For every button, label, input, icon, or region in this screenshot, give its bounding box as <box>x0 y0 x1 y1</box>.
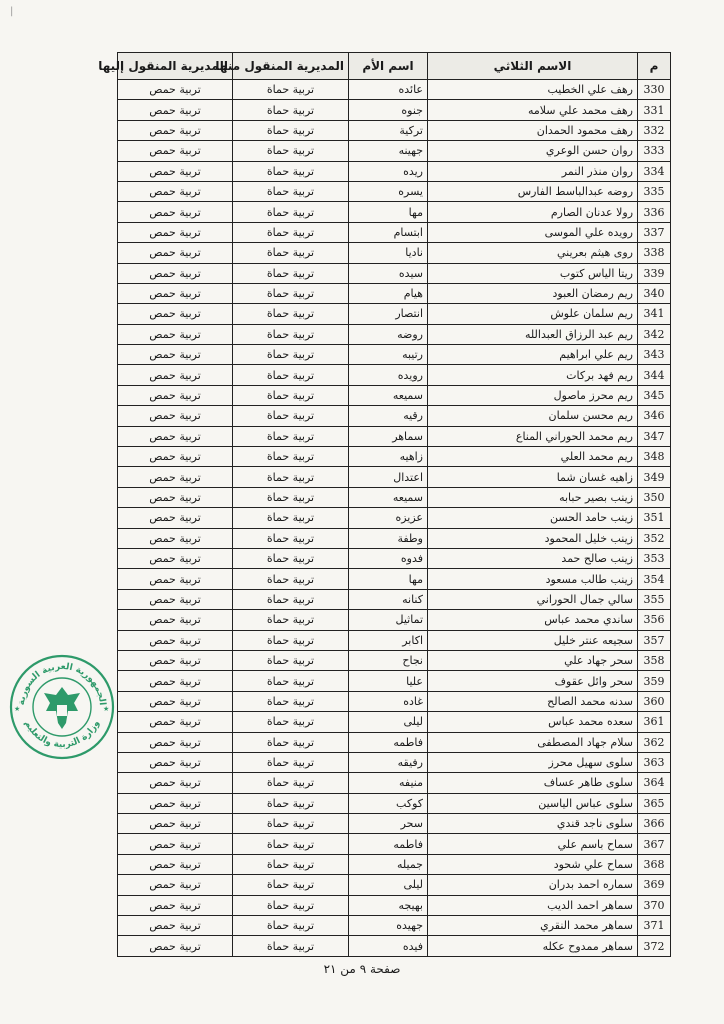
row-to-directorate: تربية حمص <box>118 650 233 670</box>
row-number: 370 <box>638 895 671 915</box>
row-number: 334 <box>638 161 671 181</box>
row-to-directorate: تربية حمص <box>118 487 233 507</box>
row-from-directorate: تربية حماة <box>233 650 349 670</box>
row-from-directorate: تربية حماة <box>233 814 349 834</box>
row-mother-name: اعتدال <box>349 467 428 487</box>
table-row <box>118 936 671 956</box>
row-number: 356 <box>638 610 671 630</box>
table-row <box>118 691 671 711</box>
table-row <box>118 406 671 426</box>
row-full-name: روضه عبدالباسط الفارس <box>428 181 638 201</box>
table-row <box>118 161 671 181</box>
transfer-table <box>98 52 671 957</box>
row-from-directorate: تربية حماة <box>233 80 349 100</box>
row-to-directorate: تربية حمص <box>118 80 233 100</box>
table-row <box>118 385 671 405</box>
row-to-directorate: تربية حمص <box>118 936 233 956</box>
row-mother-name: رقيه <box>349 406 428 426</box>
ministry-seal <box>8 653 116 761</box>
row-from-directorate: تربية حماة <box>233 283 349 303</box>
table-row <box>118 630 671 650</box>
row-from-directorate: تربية حماة <box>233 793 349 813</box>
table-row <box>118 283 671 303</box>
row-to-directorate: تربية حمص <box>118 814 233 834</box>
row-full-name: ريم فهد بركات <box>428 365 638 385</box>
row-full-name: سماهر ممدوح عكله <box>428 936 638 956</box>
row-mother-name: جهيده <box>349 916 428 936</box>
row-number: 338 <box>638 243 671 263</box>
row-number: 350 <box>638 487 671 507</box>
row-from-directorate: تربية حماة <box>233 834 349 854</box>
row-full-name: سلوى سهيل محرز <box>428 752 638 772</box>
row-number: 367 <box>638 834 671 854</box>
row-mother-name: سميعه <box>349 385 428 405</box>
row-full-name: رولا عدنان الصارم <box>428 202 638 222</box>
table-row <box>118 548 671 568</box>
table-row <box>118 263 671 283</box>
row-from-directorate: تربية حماة <box>233 263 349 283</box>
table-row <box>118 181 671 201</box>
row-full-name: سماره احمد بدران <box>428 875 638 895</box>
row-to-directorate: تربية حمص <box>118 712 233 732</box>
row-number: 372 <box>638 936 671 956</box>
transfer-table-container <box>98 52 670 957</box>
table-row <box>118 528 671 548</box>
row-mother-name: ليلى <box>349 875 428 895</box>
row-mother-name: جميله <box>349 854 428 874</box>
row-to-directorate: تربية حمص <box>118 752 233 772</box>
row-full-name: سماهر محمد النقري <box>428 916 638 936</box>
row-to-directorate: تربية حمص <box>118 304 233 324</box>
row-mother-name: تماثيل <box>349 610 428 630</box>
table-row <box>118 610 671 630</box>
row-number: 368 <box>638 854 671 874</box>
row-number: 330 <box>638 80 671 100</box>
table-row <box>118 324 671 344</box>
row-to-directorate: تربية حمص <box>118 406 233 426</box>
row-to-directorate: تربية حمص <box>118 508 233 528</box>
row-to-directorate: تربية حمص <box>118 793 233 813</box>
row-mother-name: ناديا <box>349 243 428 263</box>
row-number: 365 <box>638 793 671 813</box>
row-from-directorate: تربية حماة <box>233 161 349 181</box>
seal-bottom-text: وزارة التربية والتعليم <box>22 719 102 751</box>
row-mother-name: مها <box>349 202 428 222</box>
row-full-name: ريم محمد الحوراني المناع <box>428 426 638 446</box>
row-mother-name: عزيزه <box>349 508 428 528</box>
row-from-directorate: تربية حماة <box>233 426 349 446</box>
row-from-directorate: تربية حماة <box>233 324 349 344</box>
row-from-directorate: تربية حماة <box>233 406 349 426</box>
row-full-name: رهف محمد علي سلامه <box>428 100 638 120</box>
row-number: 362 <box>638 732 671 752</box>
row-mother-name: عليا <box>349 671 428 691</box>
row-from-directorate: تربية حماة <box>233 202 349 222</box>
row-from-directorate: تربية حماة <box>233 528 349 548</box>
row-number: 349 <box>638 467 671 487</box>
row-from-directorate: تربية حماة <box>233 345 349 365</box>
row-full-name: زينب بصير حبابه <box>428 487 638 507</box>
row-from-directorate: تربية حماة <box>233 181 349 201</box>
row-full-name: سلوى عباس الياسين <box>428 793 638 813</box>
row-number: 335 <box>638 181 671 201</box>
row-to-directorate: تربية حمص <box>118 467 233 487</box>
row-to-directorate: تربية حمص <box>118 100 233 120</box>
row-mother-name: انتصار <box>349 304 428 324</box>
row-to-directorate: تربية حمص <box>118 426 233 446</box>
row-number: 359 <box>638 671 671 691</box>
row-mother-name: هيام <box>349 283 428 303</box>
row-from-directorate: تربية حماة <box>233 385 349 405</box>
row-mother-name: وطفة <box>349 528 428 548</box>
row-to-directorate: تربية حمص <box>118 589 233 609</box>
row-from-directorate: تربية حماة <box>233 589 349 609</box>
header-to: المديرية المنقول إليها <box>118 53 233 80</box>
row-from-directorate: تربية حماة <box>233 752 349 772</box>
row-to-directorate: تربية حمص <box>118 120 233 140</box>
row-from-directorate: تربية حماة <box>233 100 349 120</box>
row-full-name: ساندي محمد عباس <box>428 610 638 630</box>
row-number: 354 <box>638 569 671 589</box>
table-row <box>118 487 671 507</box>
table-row <box>118 467 671 487</box>
row-from-directorate: تربية حماة <box>233 487 349 507</box>
row-full-name: سالي جمال الحوراني <box>428 589 638 609</box>
table-row <box>118 120 671 140</box>
row-mother-name: سحر <box>349 814 428 834</box>
table-row <box>118 854 671 874</box>
row-mother-name: كوكب <box>349 793 428 813</box>
row-full-name: زينب صالح حمد <box>428 548 638 568</box>
table-row <box>118 650 671 670</box>
row-to-directorate: تربية حمص <box>118 181 233 201</box>
row-to-directorate: تربية حمص <box>118 732 233 752</box>
row-mother-name: سيده <box>349 263 428 283</box>
row-from-directorate: تربية حماة <box>233 141 349 161</box>
table-row <box>118 80 671 100</box>
row-to-directorate: تربية حمص <box>118 161 233 181</box>
row-from-directorate: تربية حماة <box>233 304 349 324</box>
table-row <box>118 712 671 732</box>
row-to-directorate: تربية حمص <box>118 202 233 222</box>
row-mother-name: بهيجه <box>349 895 428 915</box>
row-number: 345 <box>638 385 671 405</box>
row-number: 371 <box>638 916 671 936</box>
table-row <box>118 589 671 609</box>
row-from-directorate: تربية حماة <box>233 548 349 568</box>
row-from-directorate: تربية حماة <box>233 936 349 956</box>
row-full-name: ريم محرز ماصول <box>428 385 638 405</box>
row-number: 342 <box>638 324 671 344</box>
row-mother-name: كنانه <box>349 589 428 609</box>
row-mother-name: ريده <box>349 161 428 181</box>
table-row <box>118 365 671 385</box>
row-mother-name: فدوه <box>349 548 428 568</box>
row-to-directorate: تربية حمص <box>118 569 233 589</box>
row-from-directorate: تربية حماة <box>233 875 349 895</box>
table-row <box>118 202 671 222</box>
row-full-name: سلوى ناجد قندي <box>428 814 638 834</box>
row-number: 355 <box>638 589 671 609</box>
table-header-row <box>118 53 671 80</box>
svg-text:★: ★ <box>14 705 21 713</box>
row-mother-name: رويده <box>349 365 428 385</box>
row-mother-name: غاده <box>349 691 428 711</box>
row-from-directorate: تربية حماة <box>233 120 349 140</box>
row-to-directorate: تربية حمص <box>118 528 233 548</box>
table-row <box>118 793 671 813</box>
row-full-name: رهف محمود الحمدان <box>428 120 638 140</box>
row-full-name: سحر وائل عقوف <box>428 671 638 691</box>
row-full-name: رويده علي الموسى <box>428 222 638 242</box>
row-to-directorate: تربية حمص <box>118 834 233 854</box>
header-name: الاسم الثلاثي <box>428 53 638 80</box>
table-row <box>118 814 671 834</box>
row-mother-name: يسره <box>349 181 428 201</box>
row-mother-name: رتيبه <box>349 345 428 365</box>
table-row <box>118 304 671 324</box>
row-full-name: رهف علي الخطيب <box>428 80 638 100</box>
row-to-directorate: تربية حمص <box>118 854 233 874</box>
header-num: م <box>638 53 671 80</box>
row-mother-name: عائده <box>349 80 428 100</box>
row-number: 361 <box>638 712 671 732</box>
svg-text:★: ★ <box>103 705 110 713</box>
row-number: 352 <box>638 528 671 548</box>
table-row <box>118 100 671 120</box>
row-mother-name: سماهر <box>349 426 428 446</box>
row-number: 363 <box>638 752 671 772</box>
row-number: 336 <box>638 202 671 222</box>
row-full-name: ريم محمد العلي <box>428 447 638 467</box>
row-from-directorate: تربية حماة <box>233 630 349 650</box>
row-from-directorate: تربية حماة <box>233 508 349 528</box>
table-row <box>118 895 671 915</box>
header-from: المديرية المنقول منها <box>233 53 349 80</box>
row-full-name: روان حسن الوعري <box>428 141 638 161</box>
row-to-directorate: تربية حمص <box>118 447 233 467</box>
row-full-name: ريم علي ابراهيم <box>428 345 638 365</box>
row-number: 369 <box>638 875 671 895</box>
row-full-name: سدنه محمد الصالح <box>428 691 638 711</box>
table-row <box>118 426 671 446</box>
row-mother-name: مها <box>349 569 428 589</box>
row-number: 331 <box>638 100 671 120</box>
row-from-directorate: تربية حماة <box>233 610 349 630</box>
row-to-directorate: تربية حمص <box>118 630 233 650</box>
header-mother: اسم الأم <box>349 53 428 80</box>
row-mother-name: ابتسام <box>349 222 428 242</box>
row-mother-name: نجاح <box>349 650 428 670</box>
row-to-directorate: تربية حمص <box>118 691 233 711</box>
row-full-name: زاهيه غسان شما <box>428 467 638 487</box>
row-to-directorate: تربية حمص <box>118 243 233 263</box>
table-row <box>118 875 671 895</box>
row-from-directorate: تربية حماة <box>233 916 349 936</box>
row-from-directorate: تربية حماة <box>233 365 349 385</box>
table-row <box>118 916 671 936</box>
row-mother-name: رفيقه <box>349 752 428 772</box>
row-mother-name: زاهيه <box>349 447 428 467</box>
table-row <box>118 508 671 528</box>
row-from-directorate: تربية حماة <box>233 569 349 589</box>
row-mother-name: ليلى <box>349 712 428 732</box>
eagle-emblem-icon <box>44 687 80 729</box>
row-from-directorate: تربية حماة <box>233 691 349 711</box>
row-full-name: سعده محمد عباس <box>428 712 638 732</box>
row-from-directorate: تربية حماة <box>233 671 349 691</box>
row-full-name: زينب طالب مسعود <box>428 569 638 589</box>
table-row <box>118 834 671 854</box>
row-mother-name: فيده <box>349 936 428 956</box>
row-to-directorate: تربية حمص <box>118 385 233 405</box>
row-number: 353 <box>638 548 671 568</box>
row-from-directorate: تربية حماة <box>233 773 349 793</box>
row-full-name: روان منذر النمر <box>428 161 638 181</box>
row-mother-name: اكابر <box>349 630 428 650</box>
row-number: 357 <box>638 630 671 650</box>
row-number: 347 <box>638 426 671 446</box>
row-mother-name: سميعه <box>349 487 428 507</box>
row-number: 339 <box>638 263 671 283</box>
row-from-directorate: تربية حماة <box>233 712 349 732</box>
row-number: 358 <box>638 650 671 670</box>
row-from-directorate: تربية حماة <box>233 732 349 752</box>
row-number: 348 <box>638 447 671 467</box>
row-mother-name: فاطمه <box>349 834 428 854</box>
row-to-directorate: تربية حمص <box>118 222 233 242</box>
row-from-directorate: تربية حماة <box>233 222 349 242</box>
row-number: 366 <box>638 814 671 834</box>
row-full-name: سماح باسم علي <box>428 834 638 854</box>
table-row <box>118 141 671 161</box>
row-mother-name: جهينه <box>349 141 428 161</box>
row-to-directorate: تربية حمص <box>118 773 233 793</box>
row-full-name: ريم محسن سلمان <box>428 406 638 426</box>
row-mother-name: تركية <box>349 120 428 140</box>
row-full-name: زينب خليل المحمود <box>428 528 638 548</box>
row-full-name: سلام جهاد المصطفى <box>428 732 638 752</box>
row-to-directorate: تربية حمص <box>118 324 233 344</box>
table-row <box>118 732 671 752</box>
row-to-directorate: تربية حمص <box>118 141 233 161</box>
row-number: 344 <box>638 365 671 385</box>
row-to-directorate: تربية حمص <box>118 610 233 630</box>
row-from-directorate: تربية حماة <box>233 467 349 487</box>
row-mother-name: فاطمه <box>349 732 428 752</box>
row-to-directorate: تربية حمص <box>118 671 233 691</box>
row-mother-name: جنوه <box>349 100 428 120</box>
row-full-name: روى هيثم بعريني <box>428 243 638 263</box>
row-number: 351 <box>638 508 671 528</box>
table-row <box>118 345 671 365</box>
row-full-name: سجيعه عنتر خليل <box>428 630 638 650</box>
row-full-name: ريتا الياس كتوب <box>428 263 638 283</box>
row-mother-name: منيفه <box>349 773 428 793</box>
row-to-directorate: تربية حمص <box>118 916 233 936</box>
row-number: 337 <box>638 222 671 242</box>
row-number: 364 <box>638 773 671 793</box>
table-row <box>118 447 671 467</box>
row-number: 343 <box>638 345 671 365</box>
row-number: 333 <box>638 141 671 161</box>
row-number: 360 <box>638 691 671 711</box>
row-to-directorate: تربية حمص <box>118 283 233 303</box>
row-to-directorate: تربية حمص <box>118 875 233 895</box>
row-to-directorate: تربية حمص <box>118 365 233 385</box>
row-number: 346 <box>638 406 671 426</box>
row-mother-name: روضه <box>349 324 428 344</box>
row-full-name: سحر جهاد علي <box>428 650 638 670</box>
row-from-directorate: تربية حماة <box>233 895 349 915</box>
row-number: 340 <box>638 283 671 303</box>
row-full-name: سلوى طاهر عساف <box>428 773 638 793</box>
row-full-name: ريم عبد الرزاق العبدالله <box>428 324 638 344</box>
table-row <box>118 243 671 263</box>
table-row <box>118 569 671 589</box>
row-from-directorate: تربية حماة <box>233 854 349 874</box>
row-number: 341 <box>638 304 671 324</box>
page-corner-mark: | <box>10 6 14 17</box>
row-full-name: سماح علي شحود <box>428 854 638 874</box>
row-full-name: زينب حامد الحسن <box>428 508 638 528</box>
table-row <box>118 752 671 772</box>
row-from-directorate: تربية حماة <box>233 447 349 467</box>
table-row <box>118 773 671 793</box>
row-to-directorate: تربية حمص <box>118 263 233 283</box>
row-to-directorate: تربية حمص <box>118 548 233 568</box>
table-row <box>118 671 671 691</box>
row-to-directorate: تربية حمص <box>118 895 233 915</box>
row-to-directorate: تربية حمص <box>118 345 233 365</box>
row-full-name: ريم سلمان علوش <box>428 304 638 324</box>
table-row <box>118 222 671 242</box>
page-number: صفحة ٩ من ٢١ <box>323 962 401 976</box>
row-number: 332 <box>638 120 671 140</box>
table-body <box>118 80 671 957</box>
row-full-name: ريم رمضان العبود <box>428 283 638 303</box>
row-full-name: سماهر احمد الديب <box>428 895 638 915</box>
seal-top-text: الجمهورية العربية السورية <box>16 661 107 706</box>
row-from-directorate: تربية حماة <box>233 243 349 263</box>
